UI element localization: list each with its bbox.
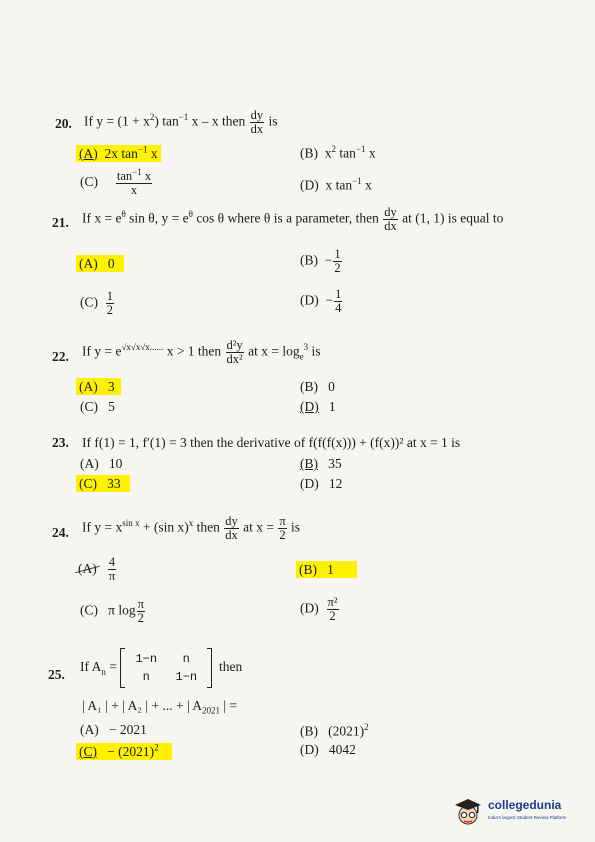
collegedunia-logo[interactable] bbox=[452, 796, 592, 830]
question-stem: If f(1) = 1, f′(1) = 3 then the derivative of f(f(f(x))) + (f(x))² at x = 1 is bbox=[82, 435, 461, 450]
option-b[interactable]: (B) 0 bbox=[300, 379, 335, 394]
option-b[interactable]: (B) − $\frac{1}{2}$ bbox=[300, 247, 341, 276]
logo-tagline: India's largest Student Review Platform bbox=[488, 815, 567, 820]
option-d[interactable]: (D) − $\frac{1}{4}$ bbox=[300, 287, 342, 316]
question-stem: If $y = (1 + x^2)$ $\tan^{-1} x$ – x then $\frac{dy}{dx}$ is bbox=[84, 108, 278, 137]
option-d[interactable]: (D) x $\tan^{-1} x$ bbox=[300, 176, 372, 193]
graduate-icon bbox=[452, 796, 484, 828]
option-a[interactable]: (A) 3 bbox=[76, 379, 121, 395]
question-number: 23. bbox=[52, 435, 69, 450]
question-stem: If $y = e^{√x√x√x......}$ x > 1 then $\frac{\text{d²y}}{\text{dx²}}$ at $x = \log_e^3$ is bbox=[82, 338, 321, 367]
option-b[interactable]: (B) 1 bbox=[296, 562, 357, 578]
option-b[interactable]: (B) $x^2$ $\tan^{-1} x$ bbox=[300, 144, 376, 161]
question-number: 24. bbox=[52, 525, 69, 540]
option-a[interactable]: (A) 2x $\tan^{-1} x$ bbox=[76, 144, 161, 162]
option-b[interactable]: (B) $(2021)^2$ bbox=[300, 722, 369, 739]
question-stem: If $x = e^\theta$ sin θ, $y = e^\theta$ cos θ where θ is a parameter, then $\frac{dy}{dx}$ at (1, 1) is equal to bbox=[82, 205, 504, 234]
option-d[interactable]: (D) 4042 bbox=[300, 742, 356, 757]
question-number: 21. bbox=[52, 215, 69, 230]
question-number: 25. bbox=[48, 667, 65, 682]
option-d[interactable]: (D) $\frac{\text{π²}}{2}$ bbox=[300, 595, 338, 624]
question-stem-line2: | A₁ | + | A₂ | + ... + | $A_{2021}$ | = bbox=[82, 698, 238, 716]
question-stem: If $y = x^{sin x} + (\sin$ x)$^x$ then $\frac{dy}{dx}$ at x = $\frac{\pi}{2}$ is bbox=[82, 514, 301, 543]
option-a[interactable]: (A) 0 bbox=[76, 256, 124, 272]
option-c[interactable]: (C) $\frac{\tan^{-1} x}{x}$ bbox=[80, 167, 152, 198]
matrix: 1−n n n 1−n bbox=[120, 648, 212, 688]
option-d[interactable]: (D) 1 bbox=[300, 399, 336, 414]
option-b[interactable]: (B) 35 bbox=[300, 456, 342, 471]
question-number: 20. bbox=[55, 116, 72, 131]
option-a[interactable]: (A) − 2021 bbox=[80, 722, 147, 737]
option-c[interactable]: (C) 5 bbox=[80, 399, 115, 414]
option-a[interactable]: (A) $\frac{4}{\pi}$ bbox=[78, 555, 116, 584]
option-c[interactable]: (C) $\frac{1}{2}$ bbox=[80, 289, 113, 318]
question-stem: If $A_n$ = 1−n n n 1−n then bbox=[80, 648, 242, 688]
option-c[interactable]: (C) π log $\frac{\pi}{2}$ bbox=[80, 597, 144, 626]
logo-name: collegedunia bbox=[488, 798, 562, 812]
question-number: 22. bbox=[52, 349, 69, 364]
option-d[interactable]: (D) 12 bbox=[300, 476, 343, 491]
option-a[interactable]: (A) 10 bbox=[80, 456, 123, 471]
option-c[interactable]: (C) − $(2021)^2$ bbox=[76, 742, 172, 760]
option-c[interactable]: (C) 33 bbox=[76, 476, 130, 492]
